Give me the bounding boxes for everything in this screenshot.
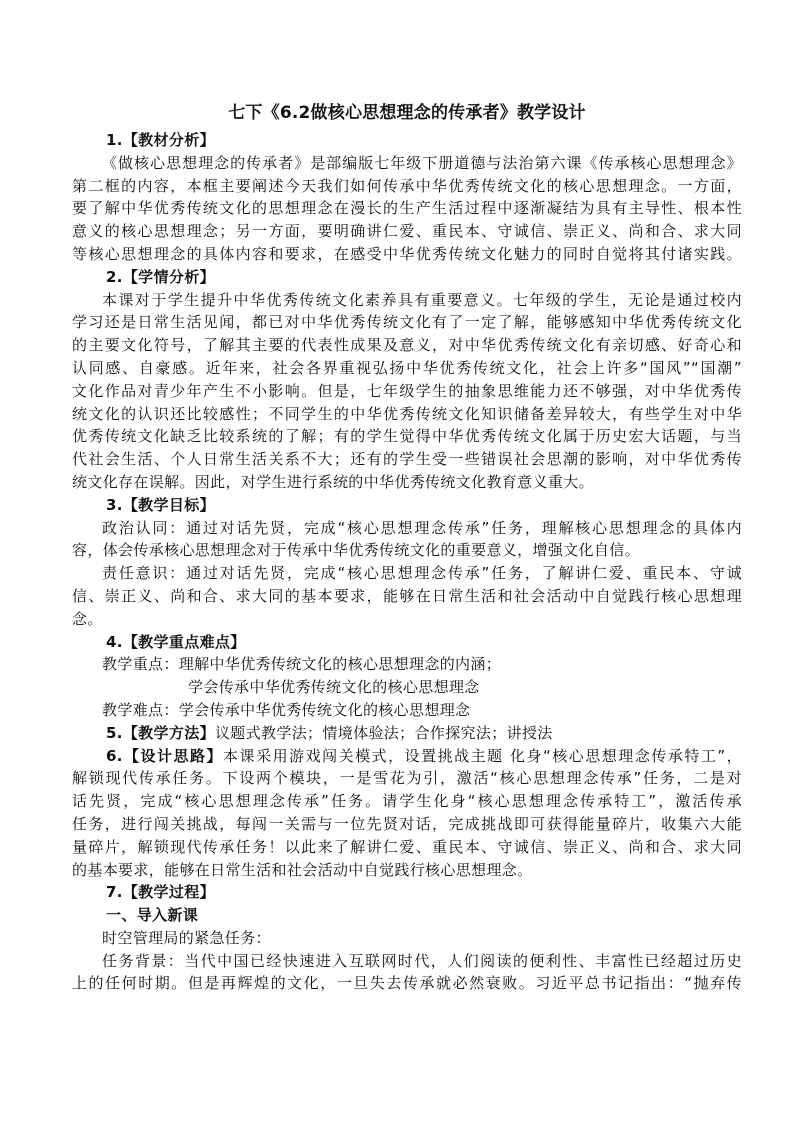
section-heading-teaching-methods: 5.【教学方法】 [106, 723, 215, 742]
paragraph-line: 教学难点：学会传承中华优秀传统文化的核心思想理念 [102, 700, 471, 719]
paragraph-line: 教学重点：理解中华优秀传统文化的核心思想理念的内涵； [102, 655, 502, 674]
document-title: 七下《6.2做核心思想理念的传承者》教学设计 [228, 103, 586, 123]
paragraph-line: 等核心思想理念的具体内容和要求，在感受中华优秀传统文化魅力的同时自觉将其付诸实践。 [72, 244, 742, 263]
paragraph-line: 要了解中华优秀传统文化的思想理念在漫长的生产生活过程中逐渐凝结为具有主导性、根本性 [72, 199, 742, 218]
paragraph-line: 的基本要求，能够在日常生活和社会活动中自觉践行核心思想理念。 [72, 860, 533, 879]
paragraph-line: 政治认同：通过对话先贤，完成“核心思想理念传承”任务，理解核心思想理念的具体内 [102, 518, 742, 537]
paragraph-line: 文化作品对青少年产生不小影响。但是，七年级学生的抽象思维能力还不够强，对中华优秀传 [72, 381, 742, 400]
paragraph-line: 的主要文化符号，了解其主要的代表性成果及意义，对中华优秀传统文化有亲切感、好奇心和 [72, 336, 742, 355]
paragraph-line: 量碎片，解锁现代传承任务！以此来了解讲仁爱、重民本、守诚信、崇正义、尚和合、求大同 [72, 837, 742, 856]
paragraph-line: 认同感、自豪感。近年来，社会各界重视弘扬中华优秀传统文化，社会上许多“国风”“国潮” [72, 358, 742, 377]
section-heading-design-idea: 6.【设计思路】 [106, 746, 224, 765]
paragraph-line: 学会传承中华优秀传统文化的核心思想理念 [188, 678, 480, 697]
paragraph-line: 代社会生活、个人日常生活关系不大；还有的学生受一些错误社会思潮的影响，对中华优秀传 [72, 450, 742, 469]
paragraph-line: 第二框的内容，本框主要阐述今天我们如何传承中华优秀传统文化的核心思想理念。一方面， [72, 176, 742, 195]
sub-heading-introduction: 一、导入新课 [106, 906, 199, 925]
paragraph-line: 统文化存在误解。因此，对学生进行系统的中华优秀传统文化教育意义重大。 [72, 472, 594, 491]
section-heading-teaching-goals: 3.【教学目标】 [106, 495, 215, 514]
paragraph-line: 任务背景：当代中国已经快速进入互联网时代，人们阅读的便利性、丰富性已经超过历史 [102, 951, 742, 970]
paragraph-line: 《做核心思想理念的传承者》是部编版七年级下册道德与法治第六课《传承核心思想理念》 [102, 153, 742, 172]
paragraph-line: 统文化的认识还比较感性；不同学生的中华优秀传统文化知识储备差异较大，有些学生对中华 [72, 404, 742, 423]
section-design-idea [72, 745, 742, 768]
paragraph-line: 时空管理局的紧急任务： [102, 928, 271, 947]
document-page [72, 100, 742, 995]
paragraph-line: 话先贤，完成“核心思想理念传承”任务。请学生化身“核心思想理念传承特工”，激活传承 [72, 792, 742, 811]
section-teaching-methods [72, 722, 742, 745]
section-heading-key-points: 4.【教学重点难点】 [106, 632, 246, 651]
paragraph-line: 任务，进行闯关挑战，每闯一关需与一位先贤对话，完成挑战即可获得能量碎片，收集六大能 [72, 814, 742, 833]
section-heading-teaching-process: 7.【教学过程】 [106, 883, 215, 902]
section-heading-learner-analysis: 2.【学情分析】 [106, 267, 215, 286]
paragraph-line: 优秀传统文化缺乏比较系统的了解；有的学生觉得中华优秀传统文化属于历史宏大话题，与当 [72, 427, 742, 446]
paragraph-line: 学习还是日常生活见闻，都已对中华优秀传统文化有了一定了解，能够感知中华优秀传统文化 [72, 313, 742, 332]
paragraph-line: 上的任何时期。但是再辉煌的文化，一旦失去传承就必然衰败。习近平总书记指出：“抛弃传 [72, 974, 742, 993]
paragraph-line: 信、崇正义、尚和合、求大同的基本要求，能够在日常生活和社会活动中自觉践行核心思想理 [72, 586, 742, 605]
paragraph-line: 本课对于学生提升中华优秀传统文化素养具有重要意义。七年级的学生，无论是通过校内 [102, 290, 742, 309]
paragraph-line: 解锁现代传承任务。下设两个模块，一是雪花为引，激活“核心思想理念传承”任务，二是对 [72, 769, 742, 788]
paragraph-line: 责任意识：通过对话先贤，完成“核心思想理念传承”任务，了解讲仁爱、重民本、守诚 [102, 564, 742, 583]
paragraph-line: 容，体会传承核心思想理念对于传承中华优秀传统文化的重要意义，增强文化自信。 [72, 541, 640, 560]
teaching-methods-text: 议题式教学法；情境体验法；合作探究法；讲授法 [214, 723, 553, 742]
section-heading-textbook-analysis: 1.【教材分析】 [106, 131, 215, 149]
design-idea-first-line: 本课采用游戏闯关模式，设置挑战主题 化身“核心思想理念传承特工”， [223, 746, 742, 765]
paragraph-line: 念。 [72, 609, 103, 628]
paragraph-line: 意义的核心思想理念；另一方面，要明确讲仁爱、重民本、守诚信、崇正义、尚和合、求大同 [72, 222, 742, 241]
